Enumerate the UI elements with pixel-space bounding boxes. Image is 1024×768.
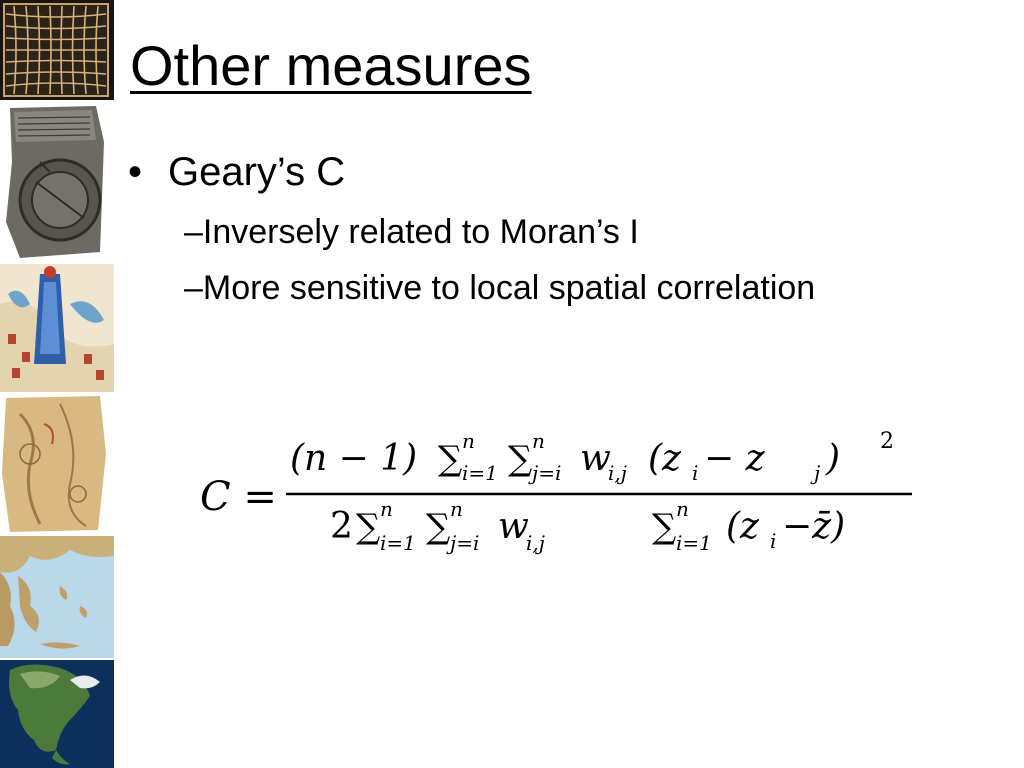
sum-upper: n [450,497,463,521]
power: 2 [880,429,894,454]
zi-sub: i [692,461,699,485]
sum-lower: i=1 [380,531,416,555]
formula-n-minus-1: (n − 1) [290,438,418,479]
subbullet-inversely-related [184,212,639,252]
diff-close: ) [826,438,841,479]
dev-rest: −z̄) [782,506,846,547]
zi-open: (z [648,438,682,479]
sum-upper: n [532,429,545,453]
minus-zj: − z [704,438,765,479]
bullet-text: Geary’s C [168,150,346,194]
babylonian-clay-tablet-map [0,102,114,262]
sum-lower: i=1 [676,531,712,555]
subbullet-marker: – [184,269,203,307]
sum-upper: n [380,497,393,521]
sum-upper: n [462,429,475,453]
bullet-gearys-c [128,148,345,196]
sum-symbol: ∑ [652,507,677,547]
weight: w [580,438,611,479]
piri-reis-parchment-map [0,394,114,534]
dev-open: (z [726,506,760,547]
sum-symbol: ∑ [438,439,463,479]
sum-lower: j=i [450,531,480,555]
subbullet-local-sensitivity [184,268,815,308]
dev-sub: i [770,529,777,553]
two: 2 [330,506,353,547]
zj-sub: j [814,461,821,485]
sum-lower: j=i [532,461,562,485]
sum-symbol: ∑ [508,439,533,479]
sum-lower: i=1 [462,461,498,485]
sum-symbol: ∑ [356,507,381,547]
north-america-satellite-globe [0,660,114,768]
subbullet-text: More sensitive to local spatial correlation [202,269,816,307]
weight: w [498,506,529,547]
weight-sub: i,j [526,531,545,555]
sum-upper: n [676,497,689,521]
illuminated-medieval-map [0,264,114,392]
gearys-c-formula [196,418,926,568]
grid-map-icon [0,0,114,100]
slide-title: Other measures [130,34,532,97]
subbullet-text: Inversely related to Moran’s I [202,213,639,251]
weight-sub: i,j [608,461,627,485]
greece-relief-map [0,536,114,658]
sum-symbol: ∑ [426,507,451,547]
subbullet-marker: – [184,213,203,251]
bullet-marker: • [128,150,143,194]
sidebar-image-strip [0,0,114,768]
formula-lhs: C = [200,474,277,520]
